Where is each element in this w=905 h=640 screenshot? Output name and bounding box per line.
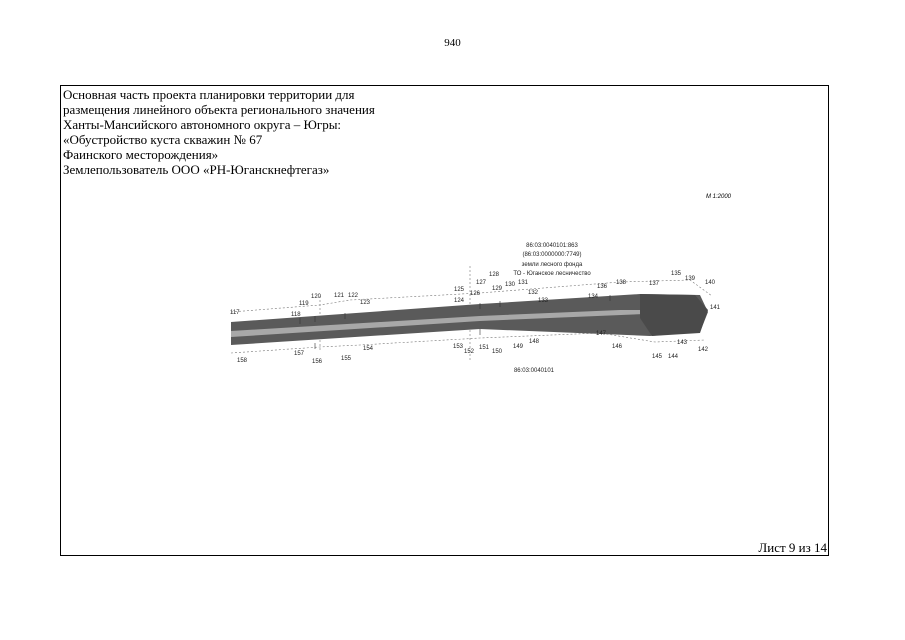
point-label: 130 <box>505 282 516 288</box>
point-label: 144 <box>668 354 679 360</box>
point-label: 136 <box>597 284 608 290</box>
point-label: 151 <box>479 345 490 351</box>
well-pad <box>640 294 708 336</box>
point-label: 147 <box>596 331 607 337</box>
point-label: 131 <box>518 280 529 286</box>
parcel-info-1: 86:03:0040101:863 <box>526 243 578 249</box>
point-label: 124 <box>454 298 465 304</box>
point-label: 141 <box>710 305 721 311</box>
parcel-info-4: ТО - Юганское лесничество <box>513 271 591 277</box>
point-label: 121 <box>334 293 345 299</box>
point-label: 123 <box>360 300 371 306</box>
point-label: 140 <box>705 280 716 286</box>
title-line: «Обустройство куста скважин № 67 <box>63 132 263 147</box>
title-line: Землепользователь ООО «РН-Юганскнефтегаз» <box>63 162 330 177</box>
title-line: Основная часть проекта планировки территории для <box>63 87 355 102</box>
point-label: 154 <box>363 346 374 352</box>
parcel-bottom-label: 86:03:0040101 <box>513 368 555 374</box>
point-label: 118 <box>291 312 301 318</box>
point-label: 156 <box>312 359 323 365</box>
scale-label: М 1:2000 <box>706 194 732 200</box>
sheet-label: Лист 9 из 14 <box>758 540 827 555</box>
title-line: Ханты-Мансийского автономного округа – Югры: <box>63 117 342 132</box>
point-label: 128 <box>489 272 500 278</box>
point-label: 139 <box>685 276 696 282</box>
point-label: 125 <box>454 287 465 293</box>
point-label: 146 <box>612 344 623 350</box>
point-label: 135 <box>671 271 682 277</box>
title-line: Фаинского месторождения» <box>63 147 219 162</box>
point-label: 134 <box>588 294 599 300</box>
point-label: 137 <box>649 281 660 287</box>
point-label: 127 <box>476 280 487 286</box>
point-label: 126 <box>470 291 481 297</box>
page-number: 940 <box>444 37 461 49</box>
title-line: размещения линейного объекта регионального значения <box>63 102 375 117</box>
point-label: 155 <box>341 356 352 362</box>
point-label: 148 <box>529 339 540 345</box>
point-label: 133 <box>538 298 549 304</box>
point-label: 150 <box>492 349 503 355</box>
point-label: 119 <box>299 301 309 307</box>
point-label: 158 <box>237 358 248 364</box>
point-label: 129 <box>492 286 503 292</box>
point-label: 142 <box>698 347 709 353</box>
point-label: 149 <box>513 344 524 350</box>
point-label: 153 <box>453 344 464 350</box>
point-label: 132 <box>528 290 539 296</box>
parcel-info-3: земли лесного фонда <box>521 262 583 268</box>
point-label: 138 <box>616 280 627 286</box>
point-label: 120 <box>311 294 322 300</box>
point-label: 157 <box>294 351 305 357</box>
point-label: 117 <box>230 310 240 316</box>
point-label: 145 <box>652 354 663 360</box>
point-label: 122 <box>348 293 359 299</box>
parcel-info-2: (86:03:0000000:7749) <box>522 252 582 258</box>
point-label: 152 <box>464 349 475 355</box>
point-label: 143 <box>677 340 688 346</box>
